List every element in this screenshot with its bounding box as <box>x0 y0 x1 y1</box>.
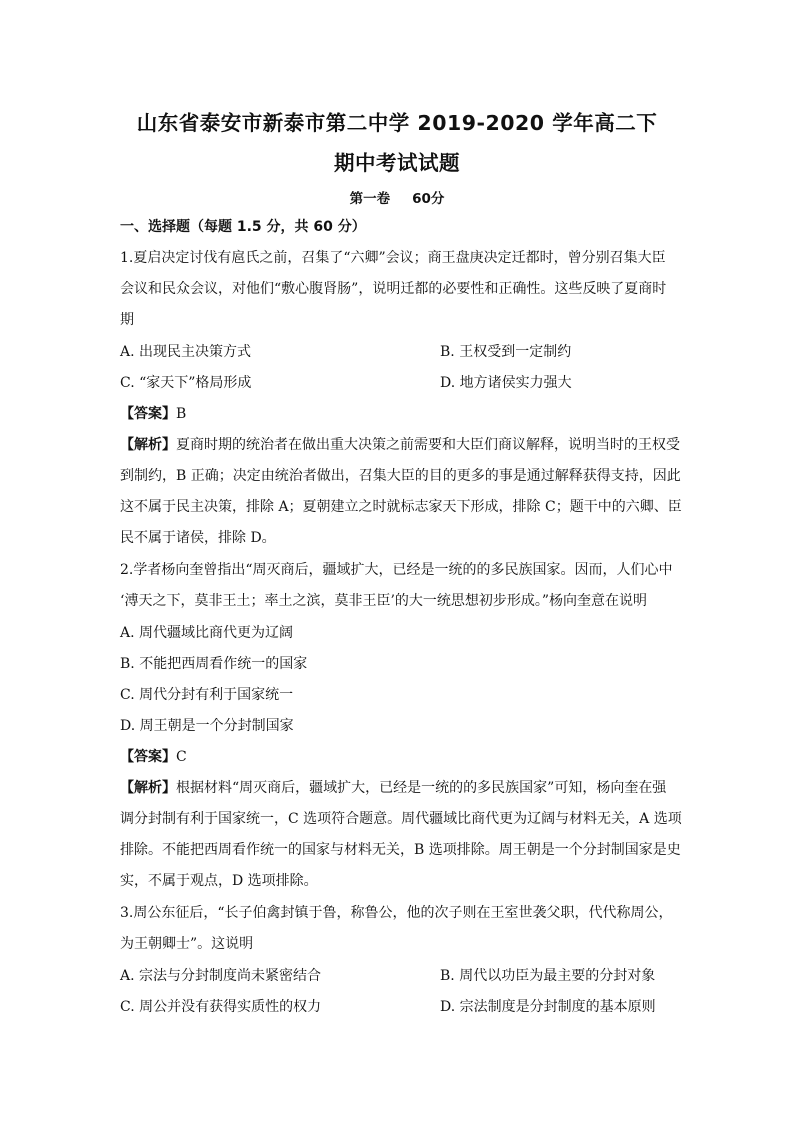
question-2-line-2: ‘溥天之下，莫非王土；率土之滨，莫非王臣’的大一统思想初步形成。”杨向奎意在说明 <box>120 593 648 609</box>
answer-tag: 【答案】 <box>120 406 176 422</box>
question-2-answer <box>120 747 680 767</box>
question-1-analysis-line-3: 这不属于民主决策，排除 A；夏朝建立之时就标志家天下形成，排除 C；题干中的六卿、臣 <box>120 499 682 515</box>
section-score: 60分 <box>412 191 445 207</box>
analysis-text: 根据材料“周灭商后，疆域扩大，已经是一统的的多民族国家”可知，杨向奎在强 <box>176 780 667 796</box>
analysis-tag: 【解析】 <box>120 437 176 453</box>
question-1-option-d: D. 地方诸侯实力强大 <box>440 375 572 391</box>
question-1-option-b: B. 王权受到一定制约 <box>440 344 572 360</box>
question-1-line-1: 1.夏启决定讨伐有扈氏之前，召集了“六卿”会议；商王盘庚决定迁都时，曾分别召集大臣 <box>120 250 666 266</box>
section-label: 第一卷 <box>349 191 391 207</box>
question-3-option-b: B. 周代以功臣为最主要的分封对象 <box>440 968 656 984</box>
question-2-analysis-line-3: 排除。不能把西周看作统一的国家与材料无关，B 选项排除。周王朝是一个分封制国家是史 <box>120 842 681 858</box>
question-1-analysis-line-2: 到制约，B 正确；决定由统治者做出，召集大臣的目的更多的事是通过解释获得支持，因此 <box>120 468 681 484</box>
question-2-analysis-line-4: 实，不属于观点，D 选项排除。 <box>120 873 318 889</box>
question-1-line-2: 会议和民众会议，对他们“敷心腹肾肠”，说明迁都的必要性和正确性。这些反映了夏商时 <box>120 281 667 297</box>
question-1-analysis-line-1 <box>120 435 680 455</box>
question-1-answer <box>120 404 680 424</box>
question-3-option-d: D. 宗法制度是分封制度的基本原则 <box>440 999 656 1015</box>
analysis-tag: 【解析】 <box>120 780 176 796</box>
exam-title-line1: 山东省泰安市新泰市第二中学 2019-2020 学年高二下 <box>136 111 658 135</box>
answer-value: B <box>176 406 187 422</box>
question-2-line-1: 2.学者杨向奎曾指出“周灭商后，疆域扩大，已经是一统的的多民族国家。因而，人们心中 <box>120 562 673 578</box>
question-2-option-d: D. 周王朝是一个分封制国家 <box>120 718 294 734</box>
question-1-option-c: C. “家天下”格局形成 <box>120 375 252 391</box>
analysis-text: 夏商时期的统治者在做出重大决策之前需要和大臣们商议解释，说明当时的王权受 <box>176 437 680 453</box>
question-1-option-a: A. 出现民主决策方式 <box>120 344 252 360</box>
question-1-analysis-line-4: 民不属于诸侯，排除 D。 <box>120 530 276 546</box>
part-heading: 一、选择题（每题 1.5 分，共 60 分） <box>120 219 366 235</box>
exam-title-line2: 期中考试试题 <box>334 151 460 175</box>
question-3-option-c: C. 周公并没有获得实质性的权力 <box>120 999 322 1015</box>
question-2-option-a: A. 周代疆域比商代更为辽阔 <box>120 625 294 641</box>
question-3-option-a: A. 宗法与分封制度尚未紧密结合 <box>120 968 322 984</box>
question-2-option-b: B. 不能把西周看作统一的国家 <box>120 656 308 672</box>
question-3-line-2: 为王朝卿士”。这说明 <box>120 936 254 952</box>
question-2-analysis-line-2: 调分封制有利于国家统一，C 选项符合题意。周代疆域比商代更为辽阔与材料无关，A 选项 <box>120 811 682 827</box>
question-3-line-1: 3.周公东征后，“长子伯禽封镇于鲁，称鲁公，他的次子则在王室世袭父职，代代称周公， <box>120 905 673 921</box>
answer-tag: 【答案】 <box>120 749 176 765</box>
question-2-option-c: C. 周代分封有利于国家统一 <box>120 687 294 703</box>
answer-value: C <box>176 749 187 765</box>
section-heading <box>0 187 794 207</box>
question-1-line-3: 期 <box>120 312 134 328</box>
question-2-analysis-line-1 <box>120 778 680 798</box>
